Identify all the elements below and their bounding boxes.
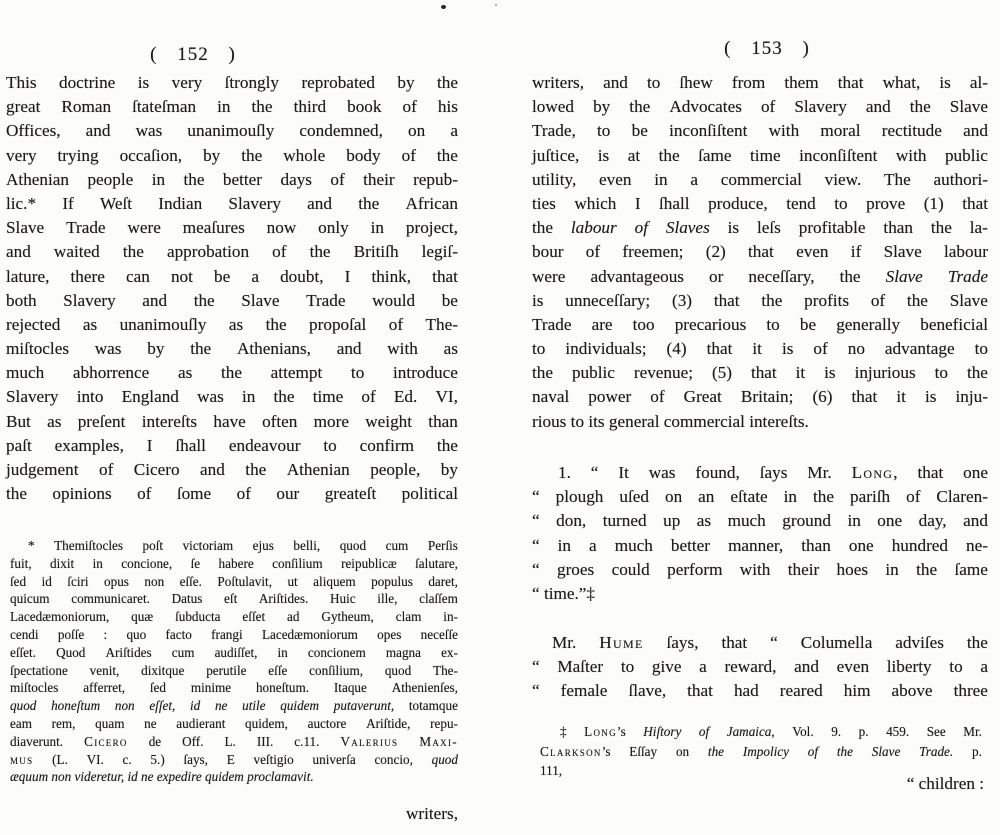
- text-line: cendi poſſe : quo facto frangi Lacedæmoniorum opes neceſſe: [10, 626, 458, 642]
- text-line: lic.* If Weſt Indian Slavery and the African: [6, 193, 458, 213]
- right-page-paragraph-long-quote: [532, 461, 988, 606]
- text-line: great Roman ſtateſman in the third book of his: [6, 97, 458, 117]
- left-page-number: ( 152 ): [150, 44, 236, 65]
- text-line: ‡ Long’s Hiſtory of Jamaica, Vol. 9. p. 459. See Mr.: [560, 724, 982, 739]
- text-line: Clarkson’s Eſſay on the Impolicy of the Slave Trade. p.: [540, 743, 982, 759]
- text-line: ſed id ſciri opus non eſſe. Poſtulavit, ut aliquem populus daret,: [10, 573, 458, 589]
- text-line: judgement of Cicero and the Athenian people, by: [6, 460, 458, 479]
- text-line: Offices, and was unanimouſly condemned, on a: [6, 121, 458, 141]
- text-line: This doctrine is very ſtrongly reprobated by the: [6, 73, 458, 92]
- text-line: “ don, turned up as much ground in one day, and: [532, 511, 988, 531]
- text-line: rejected as unanimouſly as the propoſal of The-: [6, 314, 458, 334]
- text-line: to individuals; (4) that it is of no advantage to: [532, 339, 988, 359]
- right-page-footnote: [540, 722, 982, 781]
- text-line: fuit, dixit in concione, ſe habere conſilium reipublicæ ſalutare,: [10, 555, 458, 571]
- text-line: bour of freemen; (2) that even if Slave labour: [532, 242, 988, 262]
- text-line: miſtocles afferret, ſed minime honeſtum. Itaque Athenienſes,: [10, 680, 458, 696]
- right-page-paragraph-1: [532, 71, 988, 434]
- text-line: ties which I ſhall produce, tend to prove (1) that: [532, 193, 988, 213]
- text-line: the labour of Slaves is leſs profitable than the la-: [532, 218, 988, 238]
- right-page-paragraph-hume-quote: [532, 631, 988, 704]
- text-line: quicum communicaret. Datus eſt Ariſtides. Huic ille, claſſem: [10, 591, 458, 607]
- text-line: “ plough uſed on an eſtate in the pariſh of Claren-: [532, 487, 988, 507]
- right-page-catchword: “ children :: [906, 774, 984, 793]
- text-line: Trade, to be inconſiſtent with moral rectitude and: [532, 121, 988, 141]
- text-line: “ in a much better manner, than one hundred ne-: [532, 535, 988, 555]
- text-line: rious to its general commercial intereſts.: [532, 411, 809, 431]
- text-line: utility, even in a commercial view. The authori-: [532, 169, 988, 189]
- text-line: eam rem, quam ne audierant quidem, auctore Ariſtide, repu-: [10, 715, 458, 731]
- text-line: Slavery into England was in the time of Ed. VI,: [6, 387, 458, 407]
- text-line: diaverunt. Cicero de Off. L. III. c.11. Valerius Maxi-: [10, 733, 458, 749]
- text-line: ſpectatione venit, dixitque perutile eſſe conſilium, quod The-: [10, 662, 458, 678]
- text-line: “ groes could perform with their hoes in the ſame: [532, 559, 988, 579]
- text-line: æquum non videretur, id ne expedire quidem proclamavit.: [10, 769, 314, 785]
- text-line: naval power of Great Britain; (6) that it is inju-: [532, 387, 988, 407]
- text-line: Slave Trade were meaſures now only in project,: [6, 218, 458, 238]
- text-line: quod honeſtum non eſſet, id ne utile quidem putaverunt, totamque: [10, 698, 458, 714]
- left-page-catchword: writers,: [405, 804, 458, 823]
- text-line: the opinions of ſome of our greateſt political: [6, 484, 458, 504]
- text-line: Mr. Hume ſays, that “ Columella adviſes the: [552, 633, 988, 652]
- text-line: juſtice, is at the ſame time inconſiſtent with public: [532, 145, 988, 165]
- text-line: But as preſent intereſts have often more weight than: [6, 411, 458, 431]
- text-line: paſt examples, I ſhall endeavour to confirm the: [6, 435, 458, 455]
- text-line: mus (L. VI. c. 5.) ſays, E veſtigio univerſa concio, quod: [10, 751, 458, 767]
- text-line: “ Maſter to give a reward, and even liberty to a: [532, 657, 988, 677]
- ink-speck: [495, 4, 497, 6]
- text-line: very trying occaſion, by the whole body of the: [6, 145, 458, 165]
- text-line: were advantageous or neceſſary, the Slave Trade: [532, 266, 988, 286]
- text-line: Athenian people in the better days of their repub-: [6, 169, 458, 189]
- right-page-number: ( 153 ): [724, 38, 810, 59]
- text-line: lature, there can not be a doubt, I think, that: [6, 266, 458, 286]
- text-line: * Themiſtocles poſt victoriam ejus belli, quod cum Perſis: [28, 538, 458, 553]
- text-line: eſſet. Quod Ariſtides cum audiſſet, in concionem magna ex-: [10, 644, 458, 660]
- left-page-footnote: [10, 537, 458, 786]
- text-line: much abhorrence as the attempt to introduce: [6, 363, 458, 383]
- text-line: is unneceſſary; (3) that the profits of the Slave: [532, 290, 988, 310]
- text-line: both Slavery and the Slave Trade would be: [6, 290, 458, 310]
- text-line: Trade are too precarious to be generally beneficial: [532, 314, 988, 334]
- text-line: 111,: [540, 763, 563, 779]
- ink-speck: [441, 5, 446, 9]
- text-line: “ time.”‡: [532, 583, 596, 603]
- text-line: Lacedæmoniorum, quæ ſubducta eſſet ad Gytheum, clam in-: [10, 609, 458, 625]
- text-line: lowed by the Advocates of Slavery and the Slave: [532, 97, 988, 117]
- left-page-body-text: [6, 71, 458, 506]
- text-line: miſtocles was by the Athenians, and with as: [6, 339, 458, 359]
- text-line: the public revenue; (5) that it is injurious to the: [532, 363, 988, 383]
- text-line: 1. “ It was found, ſays Mr. Long, that one: [558, 463, 988, 482]
- text-line: “ female ſlave, that had reared him above three: [532, 681, 988, 701]
- text-line: and waited the approbation of the Britiſh legiſ-: [6, 242, 458, 262]
- text-line: writers, and to ſhew from them that what, is al-: [532, 73, 988, 92]
